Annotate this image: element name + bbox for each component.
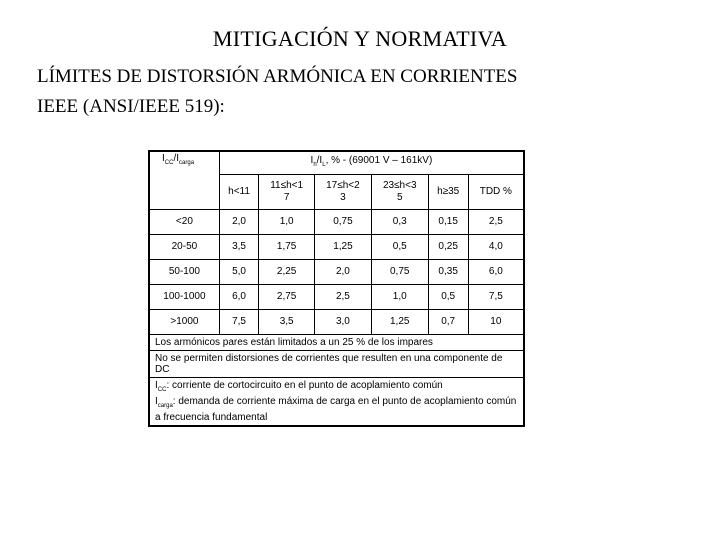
value-cell: 0,25 [428,235,468,260]
ratio-cell: 50-100 [149,260,219,285]
note-dc-component: No se permiten distorsiones de corrientes que resulten en una componente de DC [149,351,524,378]
value-cell: 7,5 [219,310,258,335]
ratio-cell: 20-50 [149,235,219,260]
value-cell: 0,5 [428,285,468,310]
value-cell: 2,0 [219,210,258,235]
table-row [149,260,524,285]
value-cell: 3,5 [259,310,315,335]
column-header: 23≤h<3 5 [371,175,428,210]
note-row [149,335,524,351]
note-row [149,351,524,378]
ratio-cell: 100-1000 [149,285,219,310]
subtitle-line-2: IEEE (ANSI/IEEE 519): [37,96,225,117]
value-cell: 2,75 [259,285,315,310]
value-cell: 1,0 [259,210,315,235]
value-cell: 7,5 [468,285,524,310]
note-even-harmonics: Los armónicos pares están limitados a un 25 % de los impares [149,335,524,351]
column-header: h<11 [219,175,258,210]
column-header: 11≤h<1 7 [259,175,315,210]
harmonic-limits-table [148,150,525,427]
value-cell: 6,0 [468,260,524,285]
column-header: TDD % [468,175,524,210]
harmonic-group-header: $I_h/I_L$, % - (69001 V – 161kV) [219,151,524,175]
value-cell: 1,25 [371,310,428,335]
value-cell: 3,0 [315,310,372,335]
table-row [149,235,524,260]
value-cell: 5,0 [219,260,258,285]
value-cell: 0,35 [428,260,468,285]
value-cell: 4,0 [468,235,524,260]
page-title: MITIGACIÓN Y NORMATIVA [212,26,508,51]
value-cell: 0,5 [371,235,428,260]
value-cell: 3,5 [219,235,258,260]
value-cell: 1,75 [259,235,315,260]
value-cell: 0,75 [315,210,372,235]
value-cell: 0,3 [371,210,428,235]
column-header: h≥35 [428,175,468,210]
value-cell: 2,0 [315,260,372,285]
table-row [149,310,524,335]
ratio-cell: >1000 [149,310,219,335]
value-cell: 1,25 [315,235,372,260]
value-cell: 6,0 [219,285,258,310]
note-row [149,378,524,427]
value-cell: 10 [468,310,524,335]
value-cell: 2,25 [259,260,315,285]
column-header: 17≤h<2 3 [315,175,372,210]
subtitle-line-1: LÍMITES DE DISTORSIÓN ARMÓNICA EN CORRIENTES [37,66,518,87]
table-header-row [149,151,524,175]
value-cell: 2,5 [315,285,372,310]
ratio-cell: <20 [149,210,219,235]
ratio-column-header: $I_{CC}/I_{carga}$ [149,151,219,210]
value-cell: 2,5 [468,210,524,235]
table-row [149,285,524,310]
table-row [149,210,524,235]
value-cell: 1,0 [371,285,428,310]
note-definitions: $I_{CC}$: corriente de cortocircuito en el punto de acoplamiento común $I_{carga}$: demanda de corriente máxima de carga en el punto de acoplamiento común a frecuencia fundamental [149,378,524,427]
value-cell: 0,75 [371,260,428,285]
value-cell: 0,7 [428,310,468,335]
value-cell: 0,15 [428,210,468,235]
